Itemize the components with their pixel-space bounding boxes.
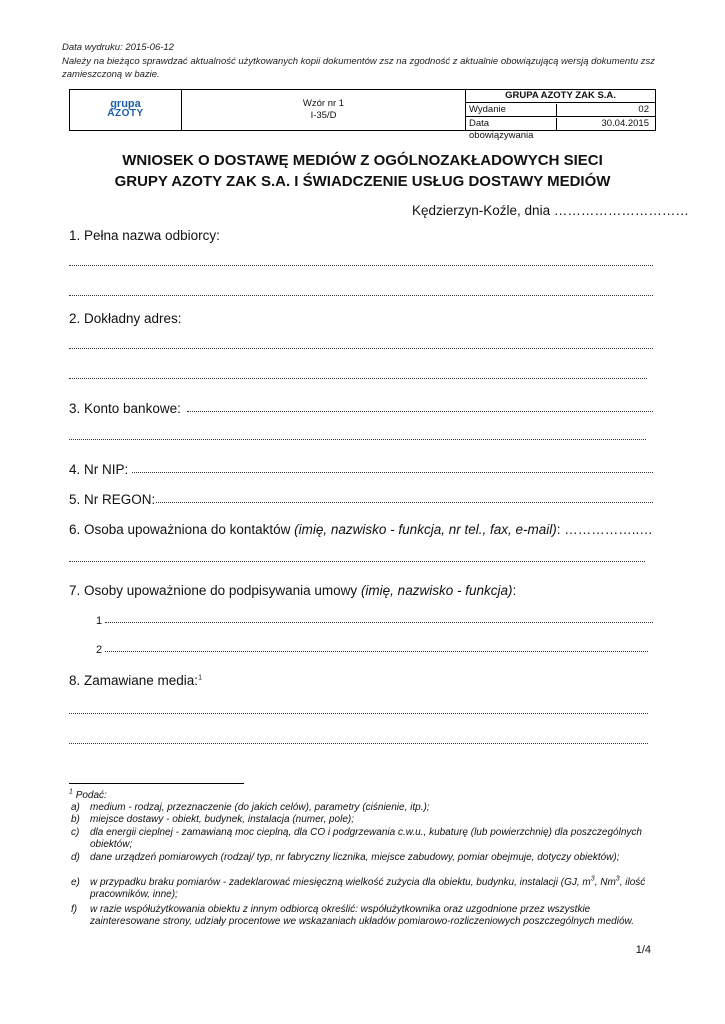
field-3-line-1[interactable] [187,411,653,412]
field-6-label [69,521,653,538]
signatory-2-number: 2 [96,644,103,656]
document-notice: Należy na bieżąco sprawdzać aktualność użytkowanych kopii dokumentów zsz na zgodność z aktualnie obowiązującą wersją dokumentu zsz zamieszczoną w bazie. [62,56,656,80]
document-title-line-2: GRUPY AZOTY ZAK S.A. I ŚWIADCZENIE USŁUG DOSTAWY MEDIÓW [114,173,611,190]
form-number: Wzór nr 1 [302,98,345,109]
company-name: GRUPA AZOTY ZAK S.A. [466,90,656,103]
signatory-1-line[interactable] [105,622,653,623]
field-4-label: 4. Nr NIP: [69,462,129,477]
footnote-intro [69,790,107,802]
field-6-line[interactable] [69,561,645,562]
footnote-item-c-label: c) [71,827,80,838]
footnote-item-f-label: f) [71,904,78,915]
footnote-item-c-text: dla energii cieplnej - zamawianą moc cieplną, dla CO i podgrzewania c.w.u., kubaturę (lub powierzchnię) dla poszczególnych obiektów; [90,827,642,850]
footnote-item-c [69,827,656,850]
signatory-1-number: 1 [96,615,103,627]
field-1-label: 1. Pełna nazwa odbiorcy: [69,228,220,243]
edition-value: 02 [638,103,649,115]
document-header-table [69,89,656,141]
footnote-item-d [69,852,656,864]
form-code: I-35/D [310,110,337,121]
page-number: 1/4 [635,944,651,956]
footnote-item-e-sup-2: 3 [615,875,620,883]
footnote-item-a [69,802,656,814]
footnote-item-d-text: dane urządzeń pomiarowych (rodzaj/ typ, nr fabryczny licznika, miejsce zabudowy, pomiar obejmuje, dotyczy obiektów); [90,852,620,863]
field-8-line-2[interactable] [69,743,648,744]
grupa-azoty-logo [107,100,143,118]
field-5-label: 5. Nr REGON: [69,492,156,507]
validity-date-value: 30.04.2015 [601,117,649,129]
field-8-footnote-mark: 1 [198,674,202,682]
signatory-2-line[interactable] [105,651,648,652]
field-7-title: 7. Osoby upoważnione do podpisywania umowy [69,583,361,598]
logo-cell [70,90,182,131]
footnote-item-e-text-a: w przypadku braku pomiarów - zadeklarować miesięczną wielkość zużycia dla obiektu, budynku, instalacji (GJ, m [90,877,591,888]
field-5-line[interactable] [156,502,653,503]
field-7-tail: : [512,583,517,598]
footnote-item-a-text: medium - rodzaj, przeznaczenie (do jakich celów), parametry (ciśnienie, itp.); [90,802,430,813]
footnote-item-f [69,904,656,927]
field-4-line[interactable] [132,472,653,473]
logo-line-1: grupa [110,98,141,110]
print-date: Data wydruku: 2015-06-12 [62,42,174,53]
field-2-label: 2. Dokładny adres: [69,311,182,326]
field-6-title: 6. Osoba upoważniona do kontaktów [69,522,295,537]
footnote-item-e-label: e) [71,877,80,888]
edition-label: Wydanie [466,104,557,116]
footnote-item-b-label: b) [71,814,80,825]
field-7-label [69,582,516,599]
footnote-item-e-text-b: , Nm [594,877,616,888]
footnote-item-b-text: miejsce dostawy - obiekt, budynek, instalacja (numer, pole); [90,814,355,825]
field-8-label [69,672,202,689]
field-7-hint: (imię, nazwisko - funkcja) [360,583,513,598]
validity-row [466,117,656,141]
footnote-item-e-text [69,877,656,900]
footnote-mark: 1 [69,788,73,796]
edition-row [466,103,656,117]
footnote-item-d-label: d) [71,852,80,863]
footnote-separator [69,783,244,784]
validity-date-label: Data obowiązywania [466,118,557,130]
field-3-line-2[interactable] [69,439,646,440]
footnote-item-a-label: a) [71,802,80,813]
footnote-item-e-text-c: , ilość pracowników, inne); [90,877,646,900]
field-8-title: 8. Zamawiane media: [69,673,199,688]
footnote-item-e [69,877,656,900]
footnote-item-e-sup-1: 3 [590,875,595,883]
place-and-date: Kędzierzyn-Koźle, dnia ………………………… [412,203,689,218]
document-title-line-1: WNIOSEK O DOSTAWĘ MEDIÓW Z OGÓLNOZAKŁADOWYCH SIECI [122,152,603,169]
field-6-tail: : ……………..… [556,522,653,537]
field-6-hint: (imię, nazwisko - funkcja, nr tel., fax, e-mail) [294,522,557,537]
form-id-cell [182,90,466,131]
field-2-line-2[interactable] [69,378,647,379]
footnote-intro-text: Podać: [75,790,107,801]
field-1-line-1[interactable] [69,265,653,266]
field-3-label: 3. Konto bankowe: [69,401,181,416]
field-1-line-2[interactable] [69,295,653,296]
logo-line-2: AZOTY [107,108,144,119]
field-2-line-1[interactable] [69,348,653,349]
footnote-item-f-text: w razie współużytkowania obiektu z innym odbiorcą określić: współużytkownika oraz uzgodnione przez wszystkie zainteresowane strony, udziały procentowe we wskazaniach układów pomiarowo-rozliczeniowych poszczególnych mediów. [90,904,634,927]
field-8-line-1[interactable] [69,713,648,714]
footnote-item-b [69,814,656,826]
